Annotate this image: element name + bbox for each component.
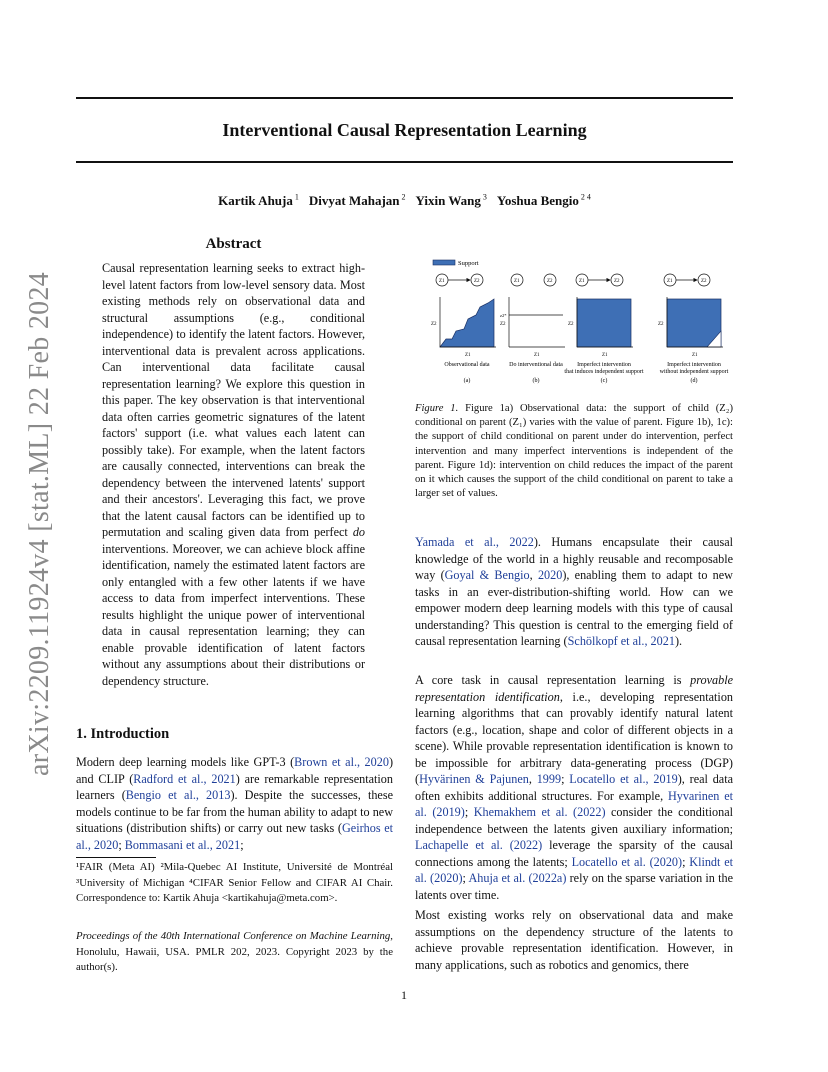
text-run: leverage the sparsity of the causal connections among the latents;	[415, 838, 733, 869]
citation-link[interactable]: Locatello et al. (2020)	[571, 854, 683, 869]
panel-letter: (d)	[690, 378, 698, 384]
legend-swatch	[433, 260, 455, 265]
introduction-heading: 1. Introduction	[76, 726, 170, 742]
col2-paragraph-1	[415, 534, 733, 650]
author-name: Yoshua Bengio	[496, 193, 579, 209]
support-region-a	[440, 299, 494, 347]
footnote-rule	[76, 857, 156, 858]
y-axis-value-label: z2*	[500, 313, 507, 318]
abstract-italic-do: do	[352, 525, 365, 539]
author-2	[416, 193, 487, 208]
citation-link[interactable]: Goyal & Bengio	[444, 568, 530, 582]
citation-link[interactable]: Hyvärinen & Pajunen	[419, 772, 529, 786]
author-3	[497, 193, 591, 208]
page-number: 1	[401, 988, 407, 1002]
author-affiliation: 2 4	[578, 193, 591, 202]
author-affiliation: 2	[399, 193, 406, 202]
text-run: ), real data often exhibits additional structures. For example,	[415, 772, 733, 803]
panel-label: Imperfect intervention	[667, 362, 721, 368]
abstract-text-2: interventions. Moreover, we can achieve block affine identification, namely the estimated latent factors are only entangled with a few other latents if we have access to data from imperfect interventions. These results highlight the unique power of interventional data in causal representation learning; they can enable provable identification of latent factors without any assumptions about their distributions or dependency structure.	[102, 541, 365, 688]
abstract-body	[102, 260, 365, 689]
figure-1	[412, 255, 752, 395]
text-run: ;	[682, 854, 690, 869]
abstract-text-1: Causal representation learning seeks to extract high-level latent factors from low-level sensory data. Most existing methods rely on observational data and structural assumptions (e.g., conditional independence) to identify the latent factors. However, interventional data is prevalent across applications. Can interventional data facilitate causal representation learning? We explore this question in this paper. The key observation is that interventional data often carries geometric signatures of the latent factors' support (i.e. what values each latent can possibly take). For example, when the latent factors are causally connected, interventions can break the dependency between the intervened latents' support and their ancestors'. Leveraging this fact, we prove that the latent causal factors can be identified up to permutation and scaling given data from perfect	[102, 261, 365, 539]
italic-text: provable representation identification	[415, 673, 733, 704]
col2-paragraph-2	[415, 672, 733, 903]
x-axis-label: Z1	[602, 353, 608, 358]
proceedings-rest: , Honolulu, Hawaii, USA. PMLR 202, 2023. Copyright 2023 by the author(s).	[76, 930, 393, 973]
top-rule	[76, 97, 733, 99]
citation-link[interactable]: 2020	[537, 568, 563, 582]
text-run: ,	[529, 568, 538, 582]
text-run: ;	[561, 772, 570, 786]
citation-link[interactable]: Brown et al., 2020	[294, 755, 389, 769]
node-z1-label: Z1	[439, 279, 445, 284]
text-run: ). Humans encapsulate their causal knowledge of the world in a highly reusable and recomposable way (	[415, 535, 733, 582]
panel-label: Imperfect intervention	[577, 362, 631, 368]
text-run: ), enabling them to adapt to new tasks in an ever-distribution-shifting world. How can we empower modern deep learning models with this type of causal understanding? This question is central to the emerging field of causal representation learning (	[415, 568, 733, 648]
y-axis-label: Z2	[568, 322, 574, 327]
legend-label: Support	[458, 260, 479, 267]
panel-label: Observational data	[444, 362, 490, 368]
citation-link[interactable]: Lachapelle et al. (2022)	[415, 838, 543, 852]
text-run: ). Despite the successes, these models continue to be far from the human ability to adapt to new situations (distribution shifts) or carry out new tasks (	[76, 788, 393, 835]
citation-link[interactable]: Bommasani et al., 2021	[124, 837, 241, 852]
citation-link[interactable]: Yamada et al., 2022	[415, 535, 534, 549]
x-axis-label: Z1	[534, 353, 540, 358]
node-z2-label: Z2	[474, 279, 480, 284]
author-list	[76, 190, 733, 209]
node-z1-label: Z1	[667, 279, 673, 284]
node-z2-label: Z2	[701, 279, 707, 284]
support-region-d	[667, 299, 721, 347]
citation-link[interactable]: Schölkopf et al., 2021	[567, 634, 675, 648]
citation-link[interactable]: Locatello et al., 2019	[569, 772, 678, 786]
text-run: ,	[528, 772, 537, 786]
figure-caption	[415, 402, 733, 501]
panel-letter: (a)	[463, 378, 471, 384]
text-run: ) are remarkable representation learners (	[76, 771, 393, 802]
affiliation-footnote: ¹FAIR (Meta AI) ²Mila-Quebec AI Institute, Université de Montréal ³University of Michigan ⁴CIFAR Senior Fellow and CIFAR AI Chair. Correspondence to: Kartik Ahuja <kartikahuja@meta.com>.	[76, 861, 393, 904]
y-axis-label: Z2	[431, 322, 437, 327]
text-run: ).	[674, 634, 683, 648]
citation-link[interactable]: Radford et al., 2021	[133, 771, 236, 786]
panel-sublabel: without independent support	[659, 369, 729, 375]
author-name: Yixin Wang	[415, 193, 481, 209]
text-run: ;	[118, 837, 125, 852]
y-axis-label: Z2	[658, 322, 664, 327]
citation-link[interactable]: Khemakhem et al. (2022)	[473, 805, 606, 819]
text-run: rely on the sparse variation in the latents over time.	[415, 871, 733, 902]
citation-link[interactable]: Hyvarinen et al. (2019)	[415, 788, 733, 819]
citation-link[interactable]: Bengio et al., 2013	[125, 788, 231, 802]
citation-link[interactable]: 1999	[536, 772, 562, 786]
text-run: A core task in causal representation learning is	[415, 673, 691, 687]
caption-label: Figure 1.	[415, 403, 459, 414]
arxiv-identifier: arXiv:2209.11924v4 [stat.ML] 22 Feb 2024	[24, 271, 55, 776]
proceedings-note	[76, 929, 393, 976]
paper-title: Interventional Causal Representation Learning	[222, 120, 587, 140]
text-run: , i.e., developing representation learning algorithms that can provably identify natural latent factors (e.g., location, shape and color of different objects in a scene). While provable representation identification is known to be impossible for arbitrary data-generating process (DGP) (	[415, 689, 734, 786]
citation-link[interactable]: Ahuja et al. (2022a)	[468, 871, 567, 885]
panel-label: Do interventional data	[509, 362, 563, 368]
col2-paragraph-3	[415, 907, 733, 973]
text-run: consider the conditional independence between the latents given auxiliary information;	[415, 805, 733, 836]
text-run: Most existing works rely on observational data and make assumptions on the dependency structure of the latents to achieve provable representation identification. However, in many applications, such as robotics and genomics, there	[415, 908, 733, 972]
panel-sublabel: that induces independent support	[564, 369, 644, 375]
panel-letter: (b)	[532, 378, 540, 384]
author-affiliation: 1	[292, 193, 299, 202]
text-run: ;	[464, 805, 474, 819]
title-rule	[76, 161, 733, 163]
introduction-paragraph	[76, 754, 393, 853]
panel-letter: (c)	[600, 378, 608, 384]
node-z1-label: Z1	[579, 279, 585, 284]
x-axis-label: Z1	[465, 353, 471, 358]
citation-link[interactable]: Klindt et al. (2020)	[415, 854, 733, 885]
citation-link[interactable]: Geirhos et al., 2020	[76, 821, 393, 852]
x-axis-label: Z1	[692, 353, 698, 358]
node-z2-label: Z2	[614, 279, 620, 284]
text-run: Modern deep learning models like GPT-3 (	[76, 755, 295, 769]
caption-text: Figure 1a) Observational data: the support of child (Z₂) conditional on parent (Z₁) varies with the value of parent. Figure 1b), 1c): the support of child conditional on parent under do intervention, perfect intervention and many imperfect interventions is independent of the parent. Figure 1d): intervention on child reduces the impact of the parent on it which causes the support of the child conditional on parent to take a larger set of values.	[415, 403, 733, 500]
y-axis-label: Z2	[500, 322, 506, 327]
author-affiliation: 3	[480, 193, 487, 202]
author-1	[309, 193, 406, 208]
author-name: Kartik Ahuja	[218, 193, 293, 209]
text-run: ;	[462, 871, 469, 885]
text-run: ) and CLIP (	[76, 755, 393, 786]
proceedings-italic: Proceedings of the 40th International Conference on Machine Learning	[76, 930, 391, 942]
abstract-heading: Abstract	[205, 236, 262, 252]
author-name: Divyat Mahajan	[308, 193, 400, 209]
node-z2-label: Z2	[547, 279, 553, 284]
text-run: ;	[240, 837, 244, 852]
support-region-c	[577, 299, 631, 347]
node-z1-label: Z1	[514, 279, 520, 284]
author-0	[218, 193, 299, 208]
